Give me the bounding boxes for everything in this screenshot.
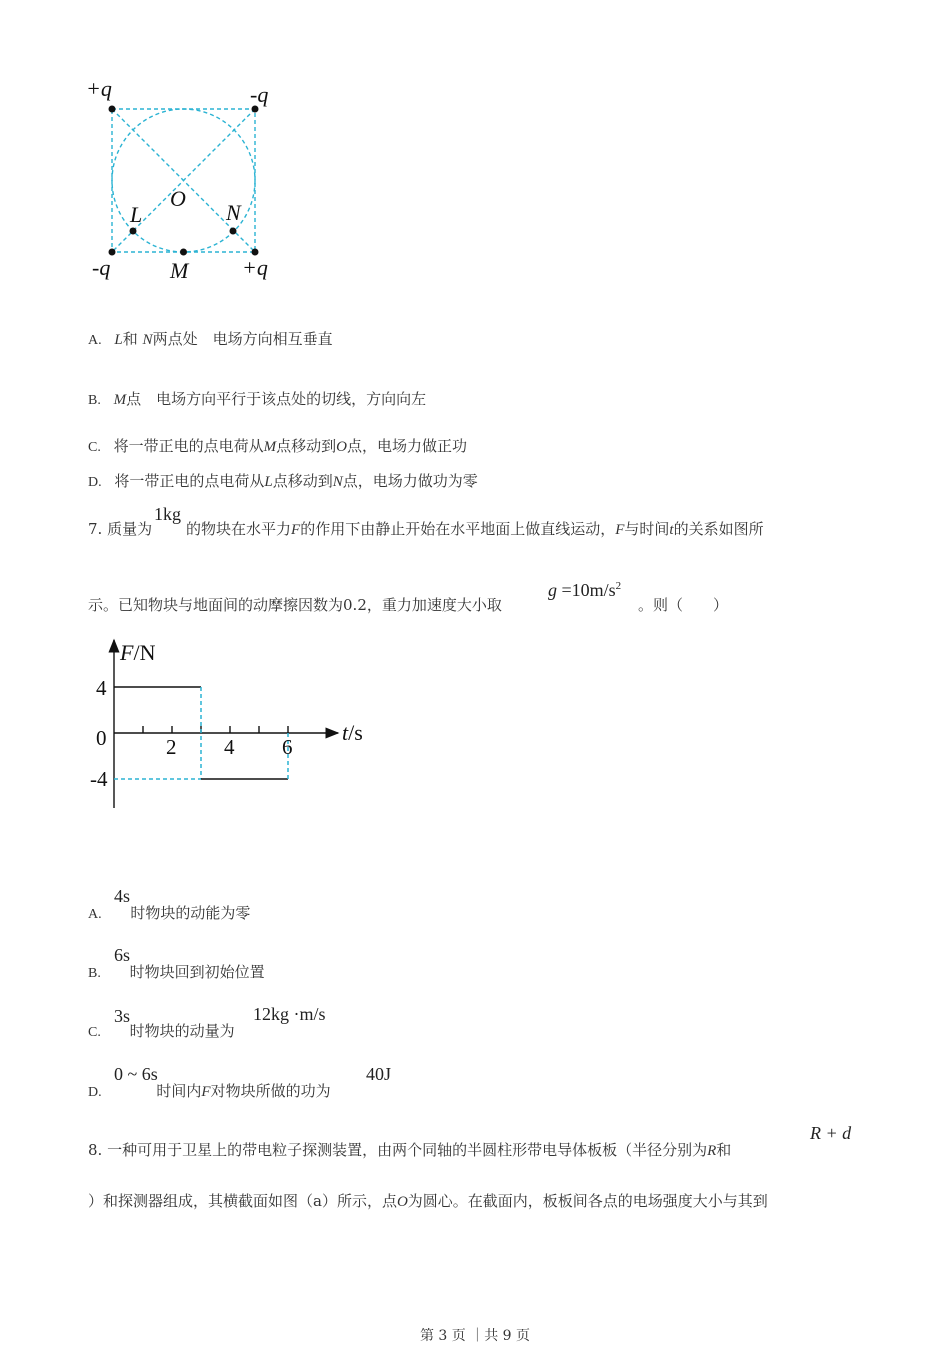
q6-option-a: A. L和 N两点处 电场方向相互垂直	[88, 330, 333, 348]
q7-stem-line2: 示。已知物块与地面间的动摩擦因数为0.2，重力加速度大小取	[88, 596, 502, 614]
y-tick-label-neg4: -4	[90, 767, 108, 791]
q7-option-a-value: 4s	[114, 886, 131, 906]
y-tick-label-0: 0	[96, 726, 107, 750]
q7-option-c-momentum: 12kg ·m/s	[253, 1004, 326, 1024]
label-M: M	[170, 258, 189, 283]
q6-option-b: B. M点 电场方向平行于该点处的切线，方向向左	[88, 390, 427, 408]
page-footer: 第 3 页 ｜共 9 页	[419, 1328, 531, 1344]
q7-option-d-value: 0 ~ 6s	[114, 1064, 158, 1084]
label-bottom-left: -q	[92, 255, 111, 280]
label-bottom-right: +q	[242, 255, 268, 280]
charge-square-figure	[80, 72, 290, 287]
point-M	[180, 249, 187, 256]
q7-option-c-value: 3s	[114, 1006, 131, 1026]
q7-g-expression: $g =10m/s^2$	[548, 580, 622, 600]
q8-stem-line2: ）和探测器组成，其横截面如图（a）所示，点O为圆心。在截面内，板板间各点的电场强度大小与其到	[88, 1192, 768, 1210]
q7-option-c: C. 时物块的动量为	[88, 1022, 235, 1040]
y-tick-label-4: 4	[96, 676, 107, 700]
point-N	[230, 228, 237, 235]
q8-stem-line1: 8. 一种可用于卫星上的带电粒子探测装置，由两个同轴的半圆柱形带电导体板板（半径分别为R和	[88, 1141, 732, 1159]
label-L: L	[130, 202, 143, 227]
force-time-chart	[80, 630, 380, 815]
q8-radius-outer: R + d	[810, 1123, 852, 1143]
x-tick-label-4: 4	[224, 735, 235, 759]
q7-option-d-work: 40J	[366, 1064, 392, 1084]
label-O: O	[170, 186, 186, 211]
q7-stem-line1b: 的物块在水平力F的作用下由静止开始在水平地面上做直线运动，F与时间t的关系如图所	[186, 520, 764, 538]
q7-option-d: D. 时间内F对物块所做的功为	[88, 1082, 331, 1100]
q6-option-d: D. 将一带正电的点电荷从L点移动到N点，电场力做功为零	[88, 472, 478, 490]
label-top-right: -q	[250, 82, 269, 107]
q7-option-b: B. 时物块回到初始位置	[88, 963, 265, 981]
q7-option-b-value: 6s	[114, 945, 131, 965]
q7-mass: 1kg	[154, 504, 181, 524]
label-N: N	[226, 200, 241, 225]
x-tick-label-6: 6	[282, 735, 293, 759]
q7-option-a: A. 时物块的动能为零	[88, 904, 251, 922]
q6-option-c: C. 将一带正电的点电荷从M点移动到O点，电场力做正功	[88, 437, 468, 455]
q7-stem-line1: 7. 质量为	[88, 520, 153, 538]
point-top-left	[109, 106, 116, 113]
label-top-left: +q	[86, 76, 112, 101]
q7-stem-line2b: 。则（ ）	[638, 596, 729, 614]
point-L	[130, 228, 137, 235]
x-axis-label: t/s	[342, 720, 363, 745]
y-axis-label: F/N	[120, 640, 156, 665]
x-tick-label-2: 2	[166, 735, 177, 759]
